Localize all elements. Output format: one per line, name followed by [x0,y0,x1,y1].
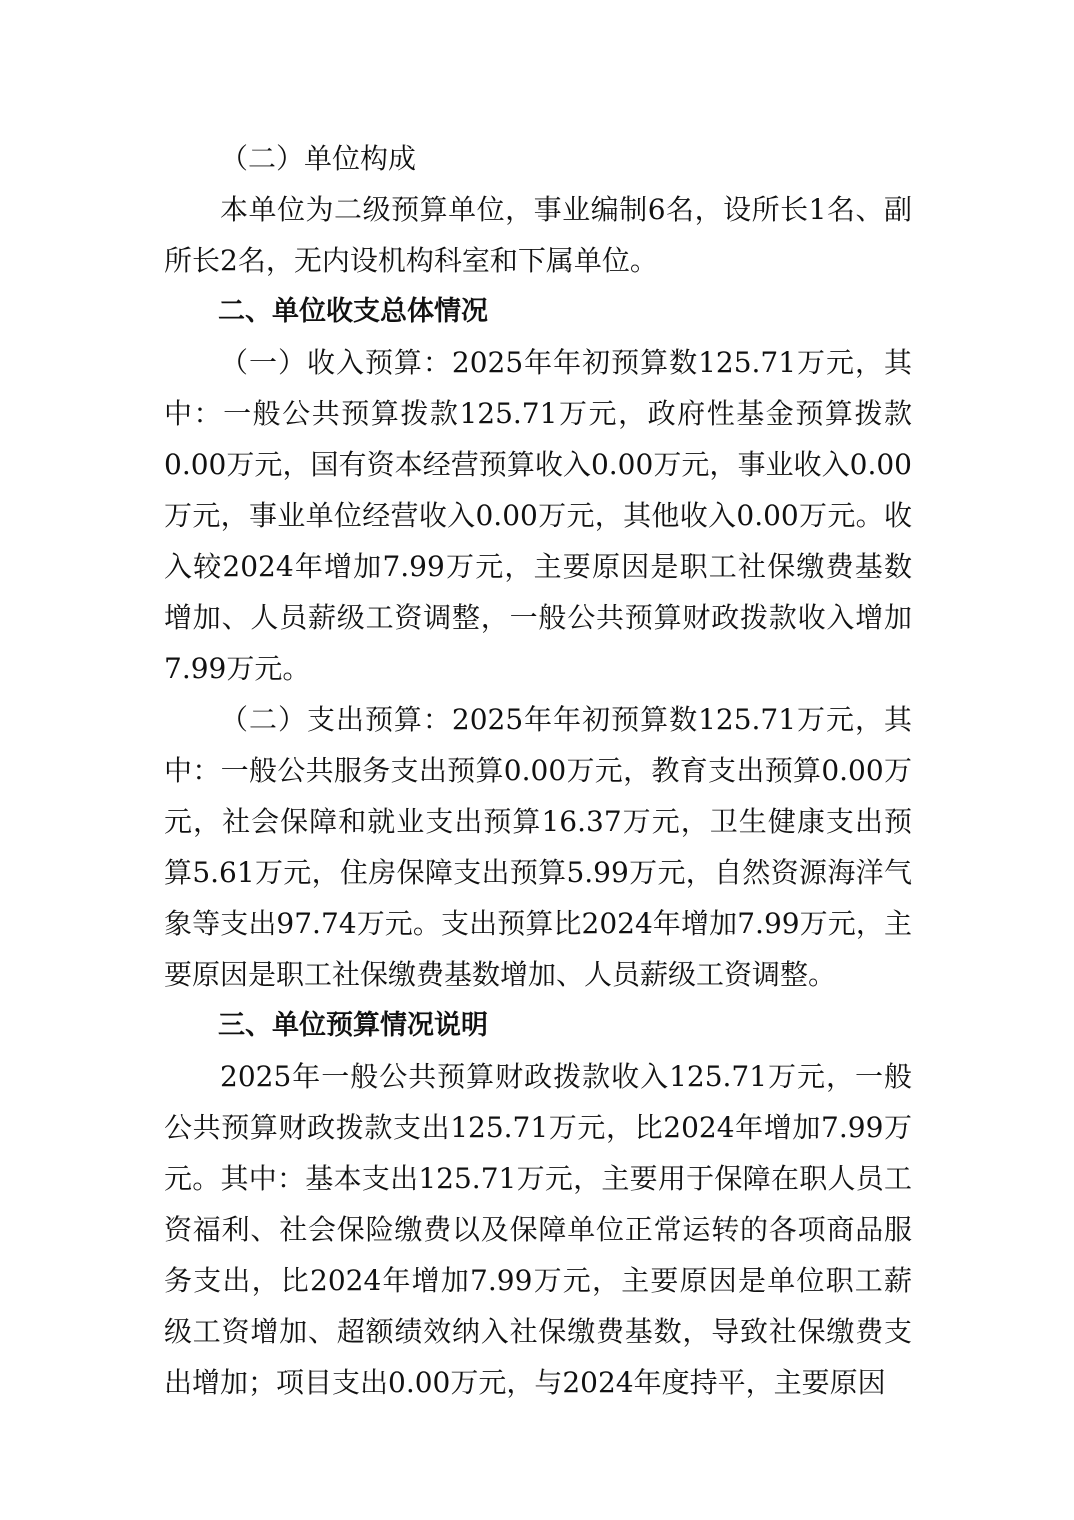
budget-explanation-paragraph: 2025年一般公共预算财政拨款收入125.71万元，一般公共预算财政拨款支出125.71万元，比2024年增加7.99万元。其中：基本支出125.71万元，主要用于保障在职人员工资福利、社会保险缴费以及保障单位正常运转的各项商品服务支出，比2024年增加7.99万元，主要原因是单位职工薪级工资增加、超额绩效纳入社保缴费基数，导致社保缴费支出增加；项目支出0.00万元，与2024年度持平，主要原因 [164,1060,912,1399]
section-heading-revenue-expenditure: 二、单位收支总体情况 [218,296,488,327]
expenditure-budget-paragraph: （二）支出预算：2025年年初预算数125.71万元，其中：一般公共服务支出预算0.00万元，教育支出预算0.00万元，社会保障和就业支出预算16.37万元，卫生健康支出预算5.61万元，住房保障支出预算5.99万元，自然资源海洋气象等支出97.74万元。支出预算比2024年增加7.99万元，主要原因是职工社保缴费基数增加、人员薪级工资调整。 [164,703,912,991]
section-heading-budget-explanation: 三、单位预算情况说明 [218,1010,488,1041]
revenue-budget-paragraph: （一）收入预算：2025年年初预算数125.71万元，其中：一般公共预算拨款125.71万元，政府性基金预算拨款0.00万元，国有资本经营预算收入0.00万元，事业收入0.00万元，事业单位经营收入0.00万元，其他收入0.00万元。收入较2024年增加7.99万元，主要原因是职工社保缴费基数增加、人员薪级工资调整，一般公共预算财政拨款收入增加7.99万元。 [164,346,912,685]
document-body [164,133,912,1408]
unit-composition-paragraph: 本单位为二级预算单位，事业编制6名，设所长1名、副所长2名，无内设机构科室和下属单位。 [164,193,912,277]
subsection-heading-unit-composition: （二）单位构成 [220,142,417,175]
